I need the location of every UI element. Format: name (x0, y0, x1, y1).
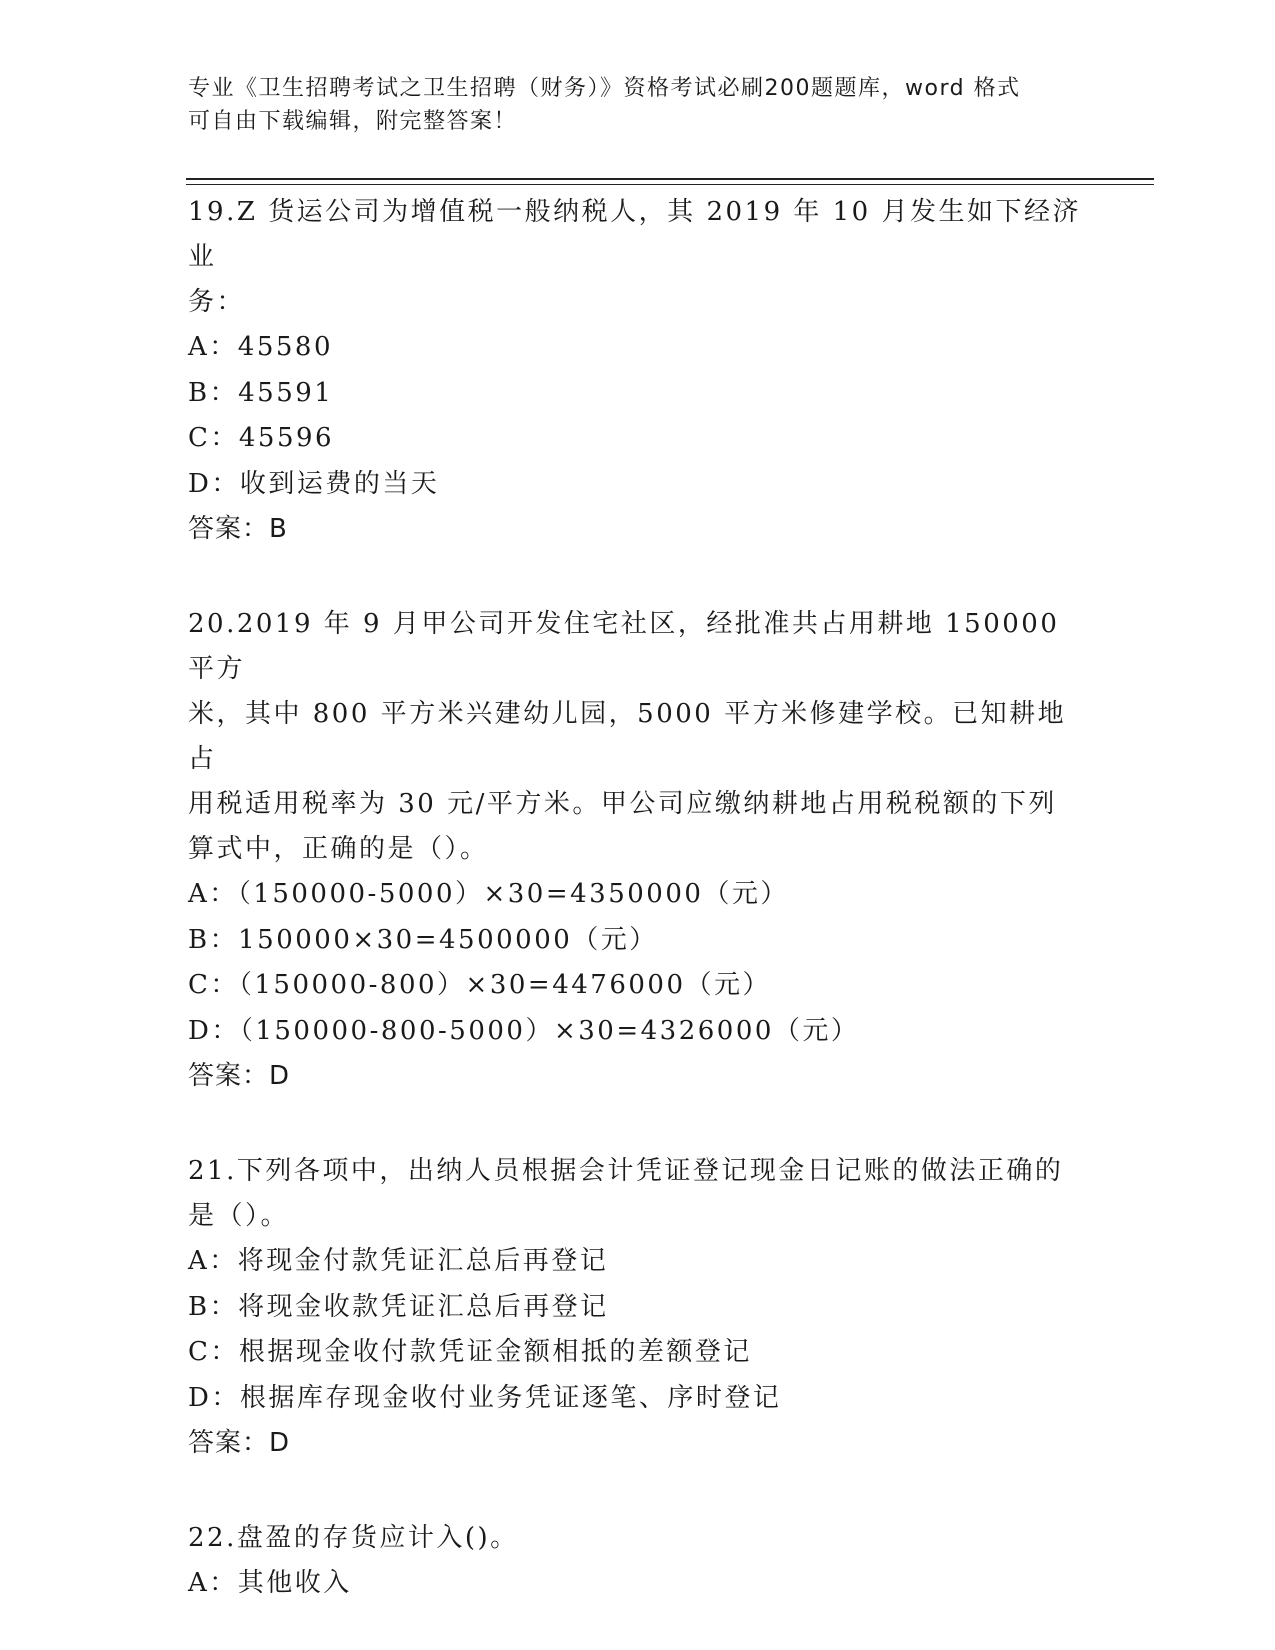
question-list (188, 190, 1088, 1607)
option-d: D：收到运费的当天 (188, 468, 440, 499)
stem-line: 米，其中 800 平方米兴建幼儿园，5000 平方米修建学校。已知耕地占 (188, 699, 1067, 774)
header-line-1: 专业《卫生招聘考试之卫生招聘（财务）》资格考试必刷200题题库，word 格式 (188, 76, 1021, 101)
option-c: C：（150000-800）×30=4476000（元） (188, 970, 772, 1000)
stem-line: 19.Z 货运公司为增值税一般纳税人，其 2019 年 10 月发生如下经济业 (188, 197, 1081, 272)
option-b: B：45591 (188, 377, 334, 408)
stem-line: 是（）。 (188, 1201, 290, 1231)
option-c: C：45596 (188, 423, 335, 453)
header-divider-thick (186, 178, 1154, 180)
answer: 答案：D (188, 1061, 291, 1091)
header-divider-thin (186, 184, 1154, 185)
option-a: A：（150000-5000）×30=4350000（元） (188, 879, 789, 909)
question-stem (188, 1516, 1088, 1561)
option-a: A：将现金付款凭证汇总后再登记 (188, 1246, 609, 1276)
question-stem (188, 602, 1088, 872)
option-a: A：其他收入 (188, 1568, 352, 1598)
stem-line: 22.盘盈的存货应计入()。 (188, 1523, 519, 1553)
document-header (188, 72, 1068, 138)
option-b: B：150000×30=4500000（元） (188, 924, 658, 955)
question-22 (188, 1516, 1088, 1607)
option-d: D：（150000-800-5000）×30=4326000（元） (188, 1015, 860, 1046)
header-line-2: 可自由下载编辑，附完整答案！ (188, 109, 518, 134)
stem-line: 用税适用税率为 30 元/平方米。甲公司应缴纳耕地占用税税额的下列 (188, 789, 1057, 819)
answer: 答案：D (188, 1428, 291, 1458)
option-b: B：将现金收款凭证汇总后再登记 (188, 1291, 609, 1322)
question-19 (188, 190, 1088, 552)
stem-line: 20.2019 年 9 月甲公司开发住宅社区，经批准共占用耕地 150000 平方 (188, 609, 1060, 684)
question-stem (188, 190, 1088, 325)
option-a: A：45580 (188, 332, 333, 362)
question-20 (188, 602, 1088, 1099)
option-d: D：根据库存现金收付业务凭证逐笔、序时登记 (188, 1382, 782, 1413)
answer: 答案：B (188, 514, 288, 544)
stem-line: 务： (188, 287, 246, 317)
stem-line: 21.下列各项中，出纳人员根据会计凭证登记现金日记账的做法正确的 (188, 1156, 1064, 1186)
option-c: C：根据现金收付款凭证金额相抵的差额登记 (188, 1337, 752, 1367)
stem-line: 算式中，正确的是（）。 (188, 834, 489, 864)
question-stem (188, 1149, 1088, 1239)
question-21 (188, 1149, 1088, 1466)
